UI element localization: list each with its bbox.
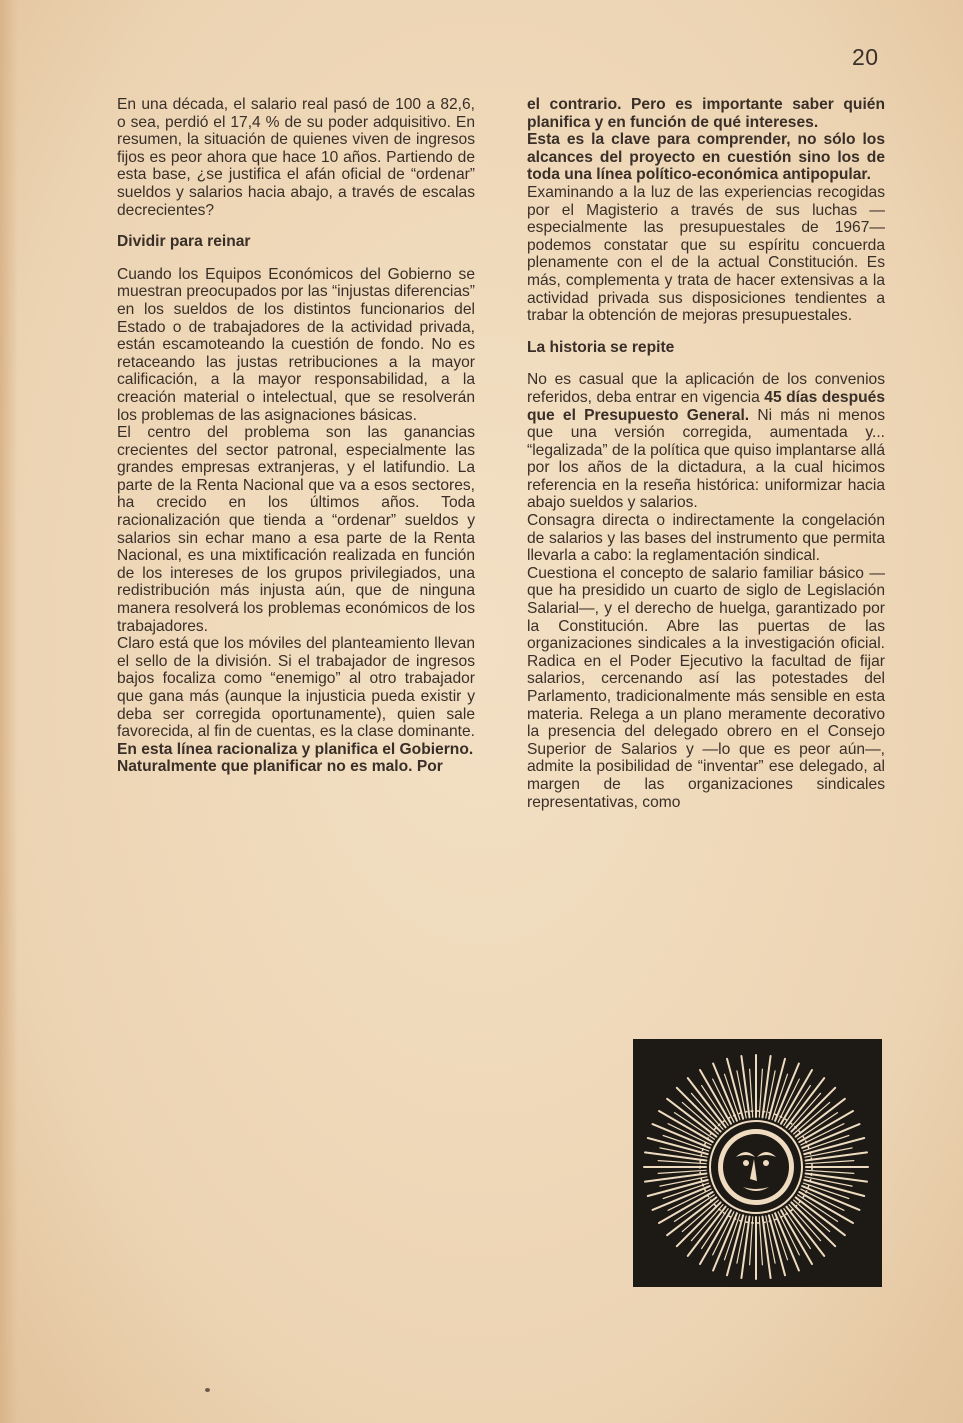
left-column [117,96,475,776]
section-heading: Dividir para reinar [117,233,251,251]
emphasis-text: 45 días después que el Presupuesto General. [527,388,885,424]
bold-paragraph: Esta es la clave para comprender, no sólo los alcances del proyecto en cuestión sino los de toda una línea político-económica antipopular. [527,131,885,184]
paragraph: Cuando los Equipos Económicos del Gobierno se muestran preocupados por las “injustas diferencias” en los sueldos de los distintos funcionarios del Estado o de trabajadores de la actividad privada, están escamoteando la cuestión de fondo. No es retaceando las justas retribuciones a la mayor calificación, a la mayor responsabilidad, a la creación material o intelectual, que se resolverán los problemas de las asignaciones básicas. [117,265,475,424]
sun-face-icon [633,1039,882,1287]
paragraph: Claro está que los móviles del planteamiento llevan el sello de la división. Si el trabajador de ingresos bajos focaliza como “enemigo” al otro trabajador que gana más (aunque la injusticia pueda existir y deba ser corregida oportunamente), quien sale favorecida, al fin de cuentas, es la clase dominante. [117,635,476,741]
paragraph: En una década, el salario real pasó de 100 a 82,6, o sea, perdió el 17,4 % de su poder adquisitivo. En resumen, la situación de quienes viven de ingresos fijos es peor ahora que hace 10 años. Partiendo de esta base, ¿se justifica el afán oficial de “ordenar” sueldos y salarios hacia abajo, a través de escalas decrecientes? [117,96,475,219]
bold-paragraph: Naturalmente que planificar no es malo. Por [117,758,443,776]
sun-face-illustration [633,1039,882,1287]
paragraph [527,371,885,512]
paragraph: Cuestiona el concepto de salario familiar básico —que ha presidido un cuarto de siglo de Legislación Salarial—, y el derecho de huelga, garantizado por la Constitución. Abre las puertas de las organizaciones sindicales a la investigación oficial. Radica en el Poder Ejecutivo la facultad de fijar salarios, cercenando así las potestades del Parlamento, tradicionalmente más sensible en esta materia. Relega a un plano meramente decorativo la presencia del delegado obrero en el Consejo Superior de Salarios y —lo que es peor aún—, admite la posibilidad de “inventar” ese delegado, al margen de las organizaciones sindicales representativas, como [527,564,885,811]
paragraph-text: No es casual que la aplicación de los convenios referidos, deba entrar en vigencia [527,371,885,406]
page-number: 20 [852,44,879,70]
print-speck [205,1388,210,1392]
paragraph: Consagra directa o indirectamente la congelación de salarios y las bases del instrumento que permita llevarla a cabo: la reglamentación sindical. [527,512,885,565]
section-heading: La historia se repite [527,338,675,356]
paragraph: El centro del problema son las ganancias crecientes del sector patronal, especialmente las grandes empresas extranjeras, y el latifundio. La parte de la Renta Nacional que va a esos sectores, ha crecido en los últimos años. Toda racionalización que tienda a “ordenar” sueldos y salarios sin echar mano a esa parte de la Renta Nacional, es una mixtificación realizada en función de los intereses de los grupos privilegiados, una redistribución más injusta aún, que de ninguna manera resolverá los problemas económicos de los trabajadores. [117,424,475,635]
page-edge-shadow [0,0,18,1423]
paragraph: Examinando a la luz de las experiencias recogidas por el Magisterio a través de sus luchas —especialmente las presupuestales de 1967— podemos constatar que su espíritu concuerda plenamente con el de la actual Constitución. Es más, complementa y trata de hacer extensivas a la actividad privada sus disposiciones tendientes a trabar la obtención de mejoras presupuestales. [527,183,885,325]
paragraph-text: Ni más ni menos que una versión corregida, aumentada y... “legalizada” de la política que quiso implantarse allá por los años de la dictadura, a la cual hicimos referencia en la reseña histórica: uniformizar hacia abajo sueldos y salarios. [527,406,886,512]
bold-paragraph: En esta línea racionaliza y planifica el Gobierno. [117,740,474,758]
bold-paragraph: el contrario. Pero es importante saber quién planifica y en función de qué intereses. [527,96,885,131]
right-column [527,96,885,811]
